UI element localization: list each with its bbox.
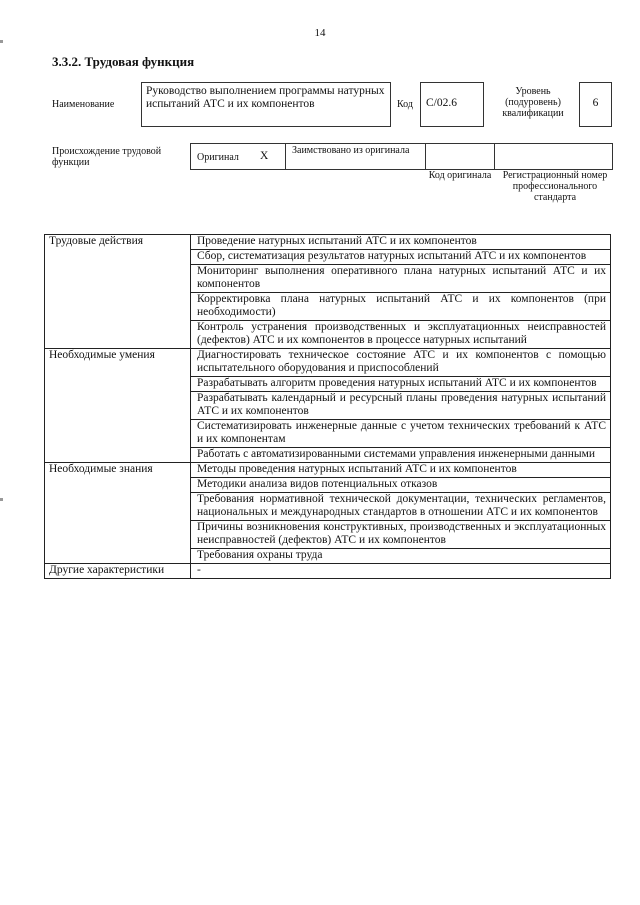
row-items (191, 463, 611, 564)
list-item: Разрабатывать алгоритм проведения натурных испытаний АТС и их компонентов (191, 377, 610, 392)
list-item: Работать с автоматизированными системами управления инженерными данными (197, 448, 596, 460)
row-items (191, 235, 611, 349)
table-row (45, 349, 611, 463)
level-box (579, 82, 612, 127)
origin-label: Происхождение трудовой функции (52, 146, 162, 168)
list-item: Контроль устранения производственных и эксплуатационных неисправностей (дефектов) АТС и их компонентов в процессе натурных испытаний (197, 321, 606, 346)
section-title: 3.3.2. Трудовая функция (52, 54, 195, 69)
list-item: Проведение натурных испытаний АТС и их компонентов (191, 235, 610, 250)
name-label: Наименование (52, 99, 115, 110)
table-row (45, 235, 611, 349)
row-label: Другие характеристики (45, 564, 191, 579)
level-label: Уровень (подуровень) квалификации (502, 86, 564, 119)
page-number: 14 (314, 27, 326, 39)
original-label: Оригинал (197, 152, 239, 163)
row-label: Необходимые знания (45, 463, 191, 564)
divider (425, 143, 426, 170)
row-items (191, 564, 611, 579)
borrowed-label: Заимствовано из оригинала (292, 145, 410, 156)
list-item: Диагностировать техническое состояние АТС и их компонентов с помощью испытательного оборудования и приспособлений (191, 349, 610, 377)
list-item: Методы проведения натурных испытаний АТС и их компонентов (191, 463, 610, 478)
row-label: Трудовые действия (45, 235, 191, 349)
code-caption: Код оригинала (428, 170, 492, 181)
list-item: Сбор, систематизация результатов натурных испытаний АТС и их компонентов (191, 250, 610, 265)
list-item: Мониторинг выполнения оперативного плана натурных испытаний АТС и их компонентов (191, 265, 610, 293)
divider (494, 143, 495, 170)
list-item: Систематизировать инженерные данные с учетом технических требований к АТС и их компонентам (191, 420, 610, 448)
reg-caption: Регистрационный номер профессионального стандарта (502, 170, 608, 203)
list-item: Причины возникновения конструктивных, производственных и эксплуатационных неисправностей (дефектов) АТС и их компонентов (191, 521, 610, 549)
margin-mark (0, 40, 3, 43)
list-item: - (197, 564, 201, 576)
list-item: Требования охраны труда (197, 549, 323, 561)
function-name: Руководство выполнением программы натурных испытаний АТС и их компонентов (146, 85, 385, 110)
list-item: Методики анализа видов потенциальных отказов (191, 478, 610, 493)
margin-mark (0, 498, 3, 501)
list-item: Требования нормативной технической документации, технических регламентов, национальных и международных стандартов в отношении АТС и их компонентов (191, 493, 610, 521)
divider (285, 143, 286, 170)
original-mark: X (260, 150, 269, 162)
row-label: Необходимые умения (45, 349, 191, 463)
list-item: Разрабатывать календарный и ресурсный планы проведения натурных испытаний АТС и их компонентов (191, 392, 610, 420)
list-item: Корректировка плана натурных испытаний АТС и их компонентов (при необходимости) (191, 293, 610, 321)
function-name-box (141, 82, 391, 127)
code-value: C/02.6 (426, 97, 457, 109)
row-items (191, 349, 611, 463)
function-table (44, 234, 611, 579)
code-label: Код (397, 99, 413, 110)
code-box (420, 82, 484, 127)
level-value: 6 (592, 97, 599, 109)
table-row (45, 463, 611, 564)
table-row (45, 564, 611, 579)
